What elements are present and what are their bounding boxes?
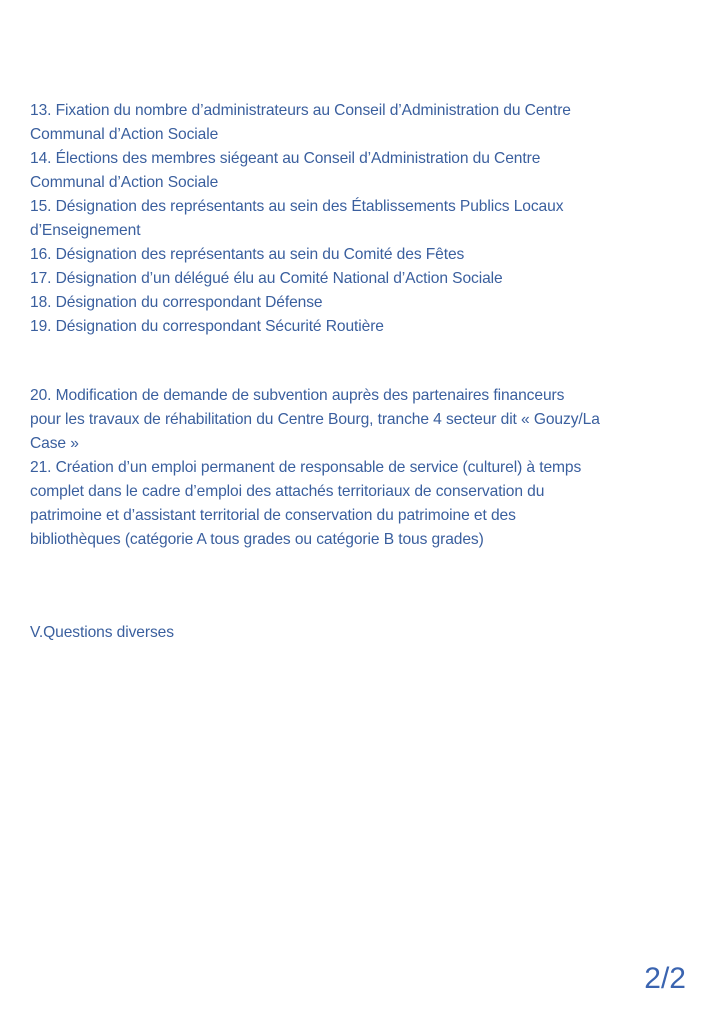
text-line: pour les travaux de réhabilitation du Centre Bourg, tranche 4 secteur dit « Gouzy/La	[30, 411, 600, 428]
text-line: Communal d’Action Sociale	[30, 174, 219, 191]
text-line: Communal d’Action Sociale	[30, 126, 219, 143]
text-line: 15. Désignation des représentants au sein des Établissements Publics Locaux	[30, 198, 564, 215]
text-line: 17. Désignation d’un délégué élu au Comité National d’Action Sociale	[30, 270, 503, 287]
text-line: d’Enseignement	[30, 222, 141, 239]
text-line: 20. Modification de demande de subvention auprès des partenaires financeurs	[30, 387, 565, 404]
text-line: 16. Désignation des représentants au sein du Comité des Fêtes	[30, 246, 465, 263]
section-heading: V.Questions diverses	[30, 624, 174, 641]
agenda-items-20-21	[30, 384, 700, 552]
text-line: patrimoine et d’assistant territorial de conservation du patrimoine et des	[30, 507, 516, 524]
text-line: complet dans le cadre d’emploi des attachés territoriaux de conservation du	[30, 483, 545, 500]
text-line: 13. Fixation du nombre d’administrateurs au Conseil d’Administration du Centre	[30, 102, 571, 119]
text-line: 19. Désignation du correspondant Sécurité Routière	[30, 318, 384, 335]
text-line: Case »	[30, 435, 79, 452]
agenda-items-13-19	[30, 99, 700, 339]
page-number: 2/2	[644, 962, 686, 995]
text-line: 14. Élections des membres siégeant au Conseil d’Administration du Centre	[30, 150, 541, 167]
text-line: 18. Désignation du correspondant Défense	[30, 294, 323, 311]
text-line: bibliothèques (catégorie A tous grades ou catégorie B tous grades)	[30, 531, 484, 548]
section-questions-diverses	[30, 621, 700, 645]
text-line: 21. Création d’un emploi permanent de responsable de service (culturel) à temps	[30, 459, 582, 476]
